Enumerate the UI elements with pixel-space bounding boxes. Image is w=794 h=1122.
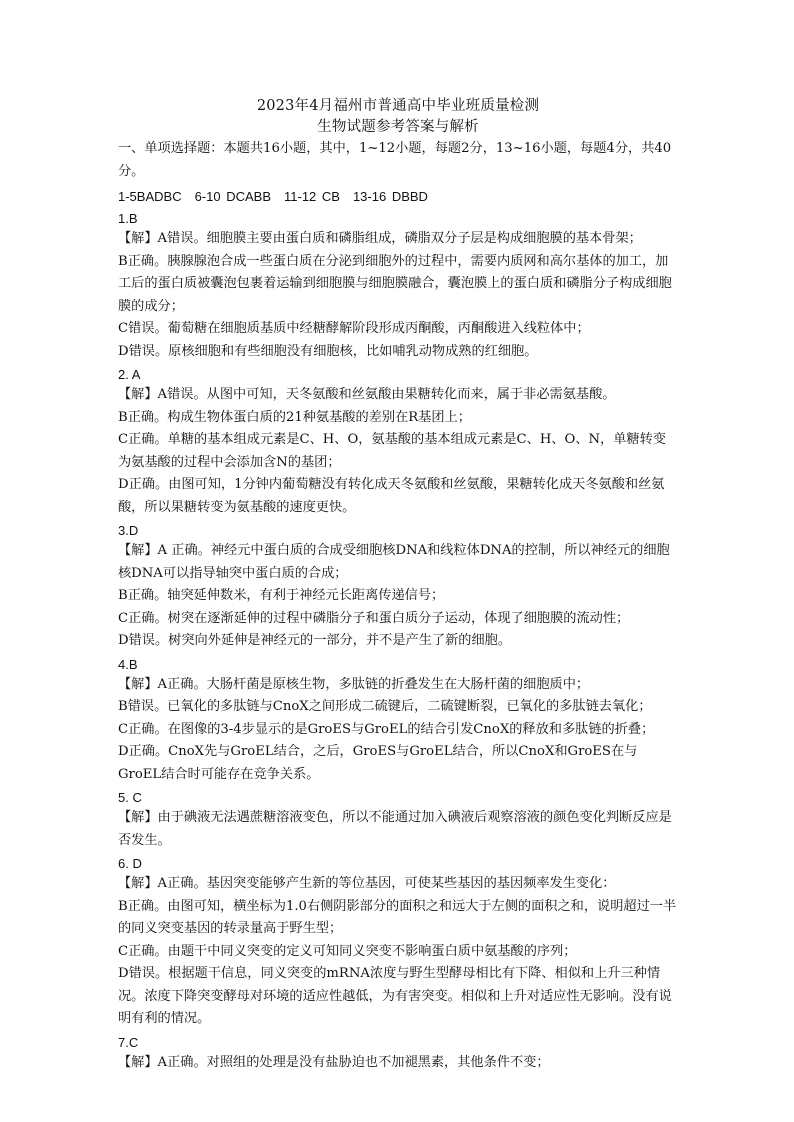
document-title: 2023年4月福州市普通高中毕业班质量检测 <box>256 98 540 114</box>
question-number: 1.B <box>118 211 138 226</box>
explanation-line: 【解】A正确。基因突变能够产生新的等位基因，可使某些基因的基因频率发生变化： <box>118 876 616 891</box>
document-subtitle: 生物试题参考答案与解析 <box>317 119 479 135</box>
question-block <box>118 365 678 519</box>
explanation-line: B正确。轴突延伸数米，有利于神经元长距离传递信号； <box>118 588 445 603</box>
explanation-line: 【解】A错误。细胞膜主要由蛋白质和磷脂组成，磷脂双分子层是构成细胞膜的基本骨架； <box>118 231 642 246</box>
section-heading: 一、单项选择题：本题共16小题，其中，1~12小题，每题2分，13~16小题，每题4分，共40分。 <box>118 141 672 179</box>
explanation-line: 【解】A正确。对照组的处理是没有盐胁迫也不加褪黑素，其他条件不变； <box>118 1054 550 1070</box>
question-block <box>118 1033 678 1075</box>
question-block <box>118 209 678 363</box>
question-number: 6. D <box>118 856 142 871</box>
explanation-line: D正确。CnoX先与GroEL结合，之后，GroES与GroEL结合，所以CnoX和GroES在与GroEL结合时可能存在竞争关系。 <box>118 744 638 782</box>
question-number: 4.B <box>118 656 138 672</box>
explanation-line: C正确。在图像的3-4步显示的是GroES与GroEL的结合引发CnoX的释放和多肽链的折叠； <box>118 721 655 737</box>
question-block <box>118 854 678 1031</box>
explanation-line: C正确。单糖的基本组成元素是C、H、O，氨基酸的基本组成元素是C、H、O、N，单糖转变为氨基酸的过程中会添加含N的基团； <box>118 432 666 470</box>
question-number: 2. A <box>118 367 141 382</box>
question-number: 5. C <box>118 790 142 805</box>
question-block <box>118 655 678 787</box>
question-number: 7.C <box>118 1034 139 1050</box>
answer-key: 1-5BADBC 6-10 DCABB 11-12 CB 13-16 DBBD <box>118 189 428 204</box>
explanation-line: 【解】A正确。大肠杆菌是原核生物，多肽链的折叠发生在大肠杆菌的细胞质中； <box>118 676 590 692</box>
explanation-line: C正确。树突在逐渐延伸的过程中磷脂分子和蛋白质分子运动，体现了细胞膜的流动性； <box>118 610 630 626</box>
question-number: 3.D <box>118 523 139 538</box>
explanation-line: D错误。树突向外延伸是神经元的一部分，并不是产生了新的细胞。 <box>118 633 512 648</box>
question-block <box>118 788 678 852</box>
explanation-line: D错误。原核细胞和有些细胞没有细胞核，比如哺乳动物成熟的红细胞。 <box>118 343 538 359</box>
explanation-line: B错误。已氧化的多肽链与CnoX之间形成二硫键后，二硫键断裂，已氧化的多肽链去氧化； <box>118 699 652 714</box>
explanation-line: C正确。由题干中同义突变的定义可知同义突变不影响蛋白质中氨基酸的序列； <box>118 943 577 959</box>
explanation-line: C错误。葡萄糖在细胞质基质中经糖酵解阶段形成丙酮酸，丙酮酸进入线粒体中； <box>118 321 590 336</box>
question-block <box>118 521 678 653</box>
explanation-line: B正确。由图可知，横坐标为1.0右侧阴影部分的面积之和远大于左侧的面积之和，说明超过一半的同义突变基因的转录量高于野生型； <box>118 898 677 936</box>
explanation-line: B正确。构成生物体蛋白质的21种氨基酸的差别在R基团上； <box>118 409 471 425</box>
explanation-line: 【解】由于碘液无法遇蔗糖溶液变色，所以不能通过加入碘液后观察溶液的颜色变化判断反应是否发生。 <box>118 810 672 848</box>
explanation-line: 【解】A 正确。神经元中蛋白质的合成受细胞核DNA和线粒体DNA的控制，所以神经元的细胞核DNA可以指导轴突中蛋白质的合成； <box>118 543 670 581</box>
explanation-line: D错误。根据题干信息，同义突变的mRNA浓度与野生型酵母相比有下降、相似和上升三种情况。浓度下降突变酵母对环境的适应性越低，为有害突变。相似和上升对适应性无影响。没有说明有利的情况。 <box>118 966 672 1026</box>
explanation-line: D正确。由图可知，1分钟内葡萄糖没有转化成天冬氨酸和丝氨酸，果糖转化成天冬氨酸和丝氨酸，所以果糖转变为氨基酸的速度更快。 <box>118 477 665 515</box>
document-content <box>118 96 678 1074</box>
explanation-line: 【解】A错误。从图中可知，天冬氨酸和丝氨酸由果糖转化而来，属于非必需氨基酸。 <box>118 387 616 402</box>
explanation-line: B正确。胰腺腺泡合成一些蛋白质在分泌到细胞外的过程中，需要内质网和高尔基体的加工，加工后的蛋白质被囊泡包裹着运输到细胞膜与细胞膜融合，囊泡膜上的蛋白质和磷脂分子构成细胞膜的成分； <box>118 253 672 314</box>
